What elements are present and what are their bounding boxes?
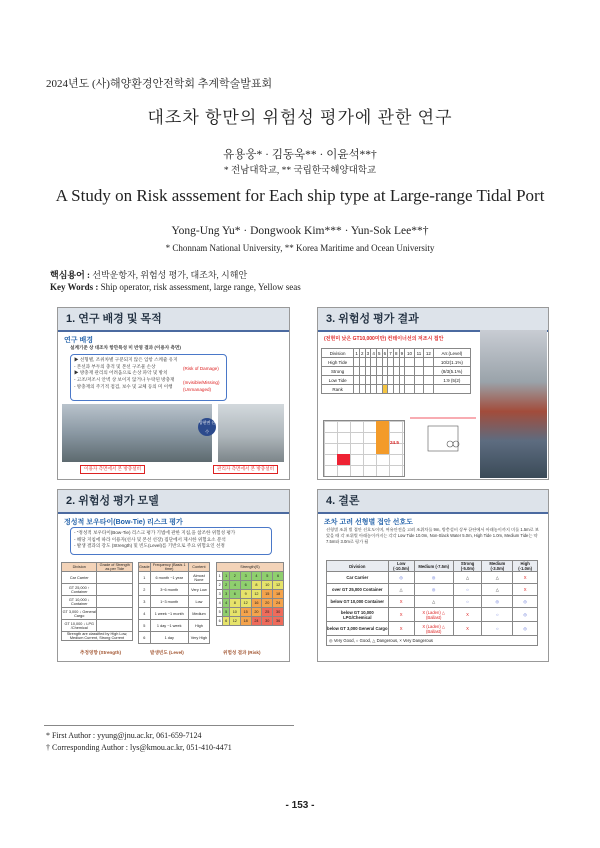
table-cell: 30	[262, 617, 273, 626]
panel-risk-model	[57, 489, 290, 662]
table-cell: 20	[262, 599, 273, 608]
row-label: GT 10,000 ↓ Container	[62, 596, 97, 608]
table-legend: ◎ Very Good, ○ Good, △ Dangerous, × Very Dangerous	[327, 636, 538, 646]
table-header: 5	[377, 350, 381, 356]
photo-manager-side	[218, 404, 284, 462]
risk-tag: (Risk of Damage)	[183, 366, 219, 371]
table-cell: 5	[139, 620, 151, 632]
frequency-table	[138, 562, 210, 644]
table-cell: 30	[273, 608, 284, 617]
table-cell: 3	[139, 596, 151, 608]
table-header: Division	[322, 349, 354, 358]
risk-tag: (Unmanaged)	[183, 387, 212, 392]
table-header: 7	[389, 350, 392, 356]
section-subtitle: 정성적 보우타이(Bow-Tie) 리스크 평가	[64, 519, 183, 526]
table-header: 12	[424, 349, 434, 358]
table-cell: X (Laden) △ (Ballast)	[414, 608, 453, 622]
table-cell: △	[482, 572, 513, 584]
photo-caption-manager: 관리자 측면에서 본 방충설비	[213, 465, 278, 474]
table-cell: 3	[223, 590, 229, 599]
risk-matrix-table	[216, 562, 284, 626]
table-cell: X	[513, 584, 538, 596]
ship-sketch	[408, 408, 478, 463]
location-badge: 양현면 선수	[198, 420, 216, 434]
table-cell: 36	[273, 617, 284, 626]
table-header: Strength(S)	[217, 563, 284, 572]
table-cell: 1~3 month	[150, 596, 188, 608]
strength-table	[61, 562, 133, 641]
table-cell: ○	[482, 608, 513, 622]
keywords-korean-text: 선박운항자, 위험성 평가, 대조차, 시해안	[92, 270, 248, 280]
table-cell: ○	[453, 584, 482, 596]
row-label: GT 3,000 ↓ General Cargo	[62, 609, 96, 618]
table-header: Content	[188, 563, 209, 572]
table-cell: (8/3(5.1%)	[433, 367, 470, 376]
panel-conclusion	[317, 489, 549, 662]
table-cell: 6	[229, 590, 240, 599]
footer-label-level: 발생빈도 (Level)	[150, 650, 184, 655]
table-cell: 6 month ~1 year	[150, 572, 188, 584]
table-header: Arr.(Level)	[433, 349, 470, 358]
table-cell: 1 day	[150, 632, 188, 644]
table-cell: 4	[217, 599, 223, 608]
table-header: Low (-10.0m)	[388, 561, 414, 572]
table-cell: 15	[262, 590, 273, 599]
table-cell: 1	[223, 572, 229, 581]
table-cell: ◎	[513, 622, 538, 636]
keywords-korean	[50, 268, 247, 281]
table-cell: ◎	[414, 584, 453, 596]
footnote-first-author: * First Author : yyung@jnu.ac.kr, 061-659-7124	[46, 731, 202, 740]
panel-title: 3. 위험성 평가 결과	[318, 308, 548, 330]
table-cell: 4	[223, 599, 229, 608]
risk-highlight	[337, 454, 350, 465]
table-header: 11	[414, 349, 423, 358]
table-cell: 6	[223, 617, 229, 626]
table-cell: 18	[240, 617, 251, 626]
table-cell: X (Laden) △ (Ballast)	[414, 622, 453, 636]
table-cell: 15	[240, 608, 251, 617]
table-cell: △	[414, 596, 453, 608]
table-cell: 25	[262, 608, 273, 617]
keywords-english-label: Key Words :	[50, 282, 99, 292]
bullet-item: ▶ 선형별, 조위차별 구분되지 않은 입항 스케쥴 유지	[74, 357, 178, 362]
method-item: - "정성적 보우타이(Bow-Tie) 리스크 평가 기법에 관한 지침,을 참조한 위험성 평가	[74, 530, 236, 535]
panel-title: 1. 연구 배경 및 목적	[58, 308, 289, 330]
row-label: Car Carrier	[62, 572, 97, 584]
method-item: - 해당 지침에 따라 이용자(선사 및 본선 선장) 집단에서 제시한 위험요소 분석	[74, 536, 226, 542]
table-cell: 24	[273, 599, 284, 608]
footnote-corresponding-author: † Corresponding Author : lys@kmou.ac.kr, 051-410-4471	[46, 743, 232, 752]
table-header: 4	[372, 350, 375, 356]
table-cell: ◎	[513, 608, 538, 622]
table-cell: X	[388, 622, 414, 636]
table-cell: ○	[482, 622, 513, 636]
table-cell: 5	[262, 572, 273, 581]
section-subtitle: (전현미 낮은 GT10,000미만) 컨테이너선의 저조시 접안	[324, 336, 444, 342]
table-cell: 10	[262, 581, 273, 590]
table-cell: 10	[229, 608, 240, 617]
row-label: below GT 3,000 General Cargo	[327, 622, 389, 636]
table-cell: 3	[240, 572, 251, 581]
authors-english: Yong-Ung Yu* · Dongwook Kim*** · Yun-Sok Lee**†	[171, 225, 429, 237]
table-cell: 10/2(1.1%)	[433, 358, 470, 367]
table-cell: Medium	[188, 608, 209, 620]
table-cell: 2	[229, 572, 240, 581]
table-header: Frequency (Basis 1 time)	[150, 563, 188, 572]
table-cell: Very Low	[188, 584, 209, 596]
table-header: 9	[400, 350, 404, 356]
table-cell: 12	[273, 581, 284, 590]
row-label: Low Tide	[322, 376, 354, 385]
table-cell: 18	[273, 590, 284, 599]
row-label: Rank	[322, 385, 354, 394]
footer-label-strength: 추정영향 (Strength)	[80, 650, 121, 655]
table-cell: X	[388, 608, 414, 622]
table-cell: Low	[188, 596, 209, 608]
photo-user-side	[62, 404, 212, 462]
table-cell: 12	[240, 599, 251, 608]
keywords-korean-label: 핵심용어 :	[50, 270, 91, 280]
table-cell: 16	[251, 599, 262, 608]
table-header: Grade of Strength as per Tide	[97, 563, 133, 572]
row-label: High Tide	[322, 358, 354, 367]
table-cell: 1 week ~1 month	[150, 608, 188, 620]
risk-result-table	[321, 348, 471, 394]
table-cell: 1 day ~1 week	[150, 620, 188, 632]
table-cell: 20	[251, 608, 262, 617]
table-cell: 4	[229, 581, 240, 590]
table-cell: 4	[139, 608, 151, 620]
table-cell: ◎	[513, 596, 538, 608]
affiliation-english: * Chonnam National University, ** Korea Maritime and Ocean University	[165, 243, 435, 253]
table-cell: 2	[217, 581, 223, 590]
table-header: Division	[327, 561, 389, 572]
table-cell: △	[453, 572, 482, 584]
table-cell: 3~6 month	[150, 584, 188, 596]
table-cell: 6	[139, 632, 151, 644]
keywords-english	[50, 282, 301, 292]
table-header: 3	[366, 350, 370, 356]
panel-title: 2. 위험성 평가 모델	[58, 490, 289, 512]
table-cell: 1	[139, 572, 151, 584]
table-cell: 12	[251, 590, 262, 599]
table-cell: X	[513, 572, 538, 584]
row-label: below GT 10,000 Container	[327, 596, 389, 608]
table-cell: 2	[223, 581, 229, 590]
table-cell: △	[482, 584, 513, 596]
footnote-divider	[44, 725, 294, 726]
risk-value: 24.5	[390, 440, 399, 445]
table-cell: 3	[217, 590, 223, 599]
row-label: over GT 25,000 Container	[327, 584, 389, 596]
row-label: Strong	[322, 367, 354, 376]
table-cell: X	[453, 622, 482, 636]
row-label: GT 25,000 ↑ Container	[62, 584, 97, 596]
panel-risk-results	[317, 307, 549, 480]
table-header: 6	[383, 350, 387, 356]
table-cell: ◎	[414, 572, 453, 584]
paper-title-english: A Study on Risk asssement for Each ship type at Large-range Tidal Port	[55, 186, 545, 205]
table-header: 8	[394, 350, 398, 356]
page-number: - 153 -	[285, 800, 315, 811]
photo-caption-user: 이용자 측면에서 본 방충설비	[80, 465, 145, 474]
table-cell: X	[388, 596, 414, 608]
authors-korean: 유용웅* · 김동욱** · 이윤석**†	[223, 149, 377, 161]
table-cell: High	[188, 620, 209, 632]
bullet-box	[70, 354, 227, 401]
risk-matrix-plot	[323, 420, 405, 477]
lead-text: 설계기준 상 대조차 항만특성 미 반영 결과 (이용자 측면)	[70, 345, 181, 350]
table-cell: Very High	[188, 632, 209, 644]
row-label: GT 10,000 ↓ LPG /Chemical	[62, 620, 97, 632]
keywords-english-text: Ship operator, risk assessment, large range, Yellow seas	[100, 282, 301, 292]
table-cell: 6	[273, 572, 284, 581]
bullet-item: - 방충재의 주기적 점검, 보수 및 교체 등의 미 이행	[74, 383, 173, 389]
table-header: High (-1.0m)	[513, 561, 538, 572]
table-cell: 6	[240, 581, 251, 590]
table-cell: 8	[229, 599, 240, 608]
photo-port-ships	[480, 330, 547, 478]
table-cell: Almost None	[188, 572, 209, 584]
bullet-item: - 본선과 부두의 충격 및 본선 구조물 손상	[74, 363, 156, 369]
table-cell: ◎	[482, 596, 513, 608]
table-cell: 24	[251, 617, 262, 626]
section-subtitle: 연구 배경	[64, 337, 93, 344]
table-cell: 1	[217, 572, 223, 581]
table-cell: 5	[217, 608, 223, 617]
footer-label-risk: 위험성 결과 (Risk)	[223, 650, 261, 655]
table-cell: 12	[229, 617, 240, 626]
risk-tag: (Invisible/Missing)	[183, 380, 220, 385]
table-cell: ○	[453, 596, 482, 608]
bullet-item: ▶ 방충재 관리의 어려움으로 손상 파악 및 방치	[74, 370, 168, 376]
panel-title: 4. 결론	[318, 490, 548, 512]
table-header: 1	[355, 350, 358, 356]
table-header: Medium (-3.0m)	[482, 561, 513, 572]
table-header: 2	[361, 350, 364, 356]
preference-table	[326, 560, 538, 646]
table-cell: 9	[240, 590, 251, 599]
table-cell: 4	[251, 572, 262, 581]
conclusion-description: 선형별 조위 별 접안 선호도이며, 여유안전을 고려 조위차를 9m, 방충설비 상부 끝단에서 아래놓이까지 미를 1.5m로 보았을 때 각 조위별 아래놓이까지는 각각 Low Tide 10.0m, Non-Slack Water 5.0m, High Tide 1.0m, Medium Tide는 약 7.5m와 3.0m로 평가 됨	[326, 527, 539, 545]
table-cell: △	[388, 584, 414, 596]
bullet-item: - 고조/저조시 안벽 상 보이지 않거나 누락된 방충재	[74, 376, 175, 382]
table-note: Strength are classified by High Low, Medium Current, Strong Current	[62, 632, 133, 641]
table-cell: ◎	[388, 572, 414, 584]
risk-highlight	[376, 421, 389, 454]
row-label: Car Carrier	[327, 572, 389, 584]
table-header: Strong (-5.0m)	[453, 561, 482, 572]
conference-header: 2024년도 (사)해양환경안전학회 추계학술발표회	[46, 78, 273, 90]
section-subtitle: 조차 고려 선형별 접안 선호도	[324, 519, 413, 526]
table-header: Division	[62, 563, 97, 572]
table-header: Medium (-7.5m)	[414, 561, 453, 572]
table-cell: 5	[223, 608, 229, 617]
paper-title-korean: 대조차 항만의 위험성 평가에 관한 연구	[147, 108, 453, 127]
table-header: Grade	[139, 563, 151, 572]
affiliation-korean: * 전남대학교, ** 국립한국해양대학교	[223, 166, 377, 176]
table-header: 10	[405, 349, 415, 358]
table-cell: 8	[251, 581, 262, 590]
table-cell: X	[453, 608, 482, 622]
table-cell: 2	[139, 584, 151, 596]
row-label: below GT 10,000 LPG/Chemical	[327, 608, 389, 622]
method-box	[70, 527, 272, 555]
method-item: - 발생 결과의 강도 (Strength) 및 빈도(Level)를 기반으로 주요 위험요인 선정	[74, 543, 225, 549]
panel-research-background	[57, 307, 290, 480]
table-cell: 1:9 (5(2)	[433, 376, 470, 385]
table-cell: 6	[217, 617, 223, 626]
